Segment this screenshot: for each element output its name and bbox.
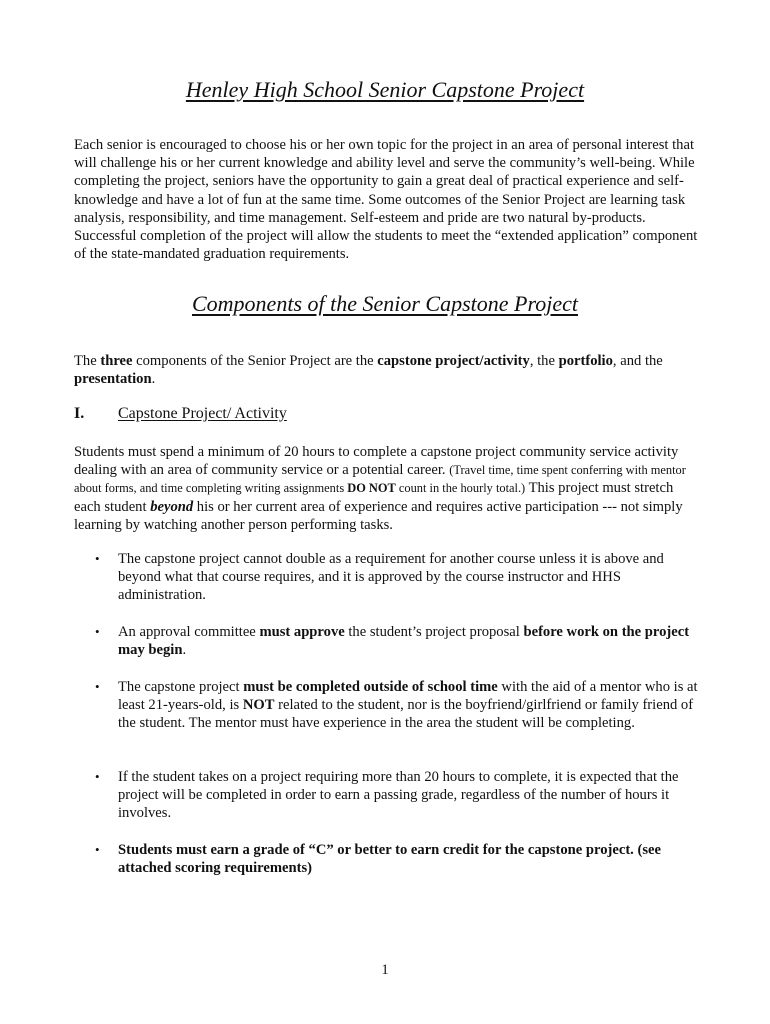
intro-paragraph: Each senior is encouraged to choose his or her own topic for the project in an area of personal interest that will challenge his or her current knowledge and ability level and serve the community’s well-being. While completing the project, seniors have the opportunity to gain a great deal of practical experience and self-knowledge and have a lot of fun at the same time. Some outcomes of the Senior Project are learning task analysis, responsibility, and time management. Self-esteem and pride are two natural by-products. Successful completion of the project will allow the students to meet the “extended application” component of the state-mandated graduation requirements. bbox=[74, 137, 698, 263]
bold-italic-beyond: beyond bbox=[150, 498, 194, 515]
bold-capstone-activity: capstone project/activity bbox=[377, 353, 530, 369]
bullet-icon: • bbox=[95, 624, 100, 639]
bold-portfolio: portfolio bbox=[558, 353, 613, 369]
list-item: • The capstone project cannot double as a requirement for another course unless it is above and beyond what that course requires, and it is approved by the course instructor and HHS administration. bbox=[95, 551, 664, 604]
document-title: Henley High School Senior Capstone Project bbox=[185, 77, 585, 102]
list-item: • The capstone project must be completed outside of school time with the aid of a mentor who is at least 21-years-old, is NOT related to the student, nor is the boyfriend/girlfriend or family friend of the student. The mentor must have experience in the area the student will be completing. bbox=[95, 679, 698, 732]
list-item: • Students must earn a grade of “C” or better to earn credit for the capstone project. (see attached scoring requirements) bbox=[95, 842, 661, 877]
components-intro-paragraph: The three components of the Senior Project are the capstone project/activity, the portfolio, and the presentation. bbox=[74, 353, 663, 388]
components-title: Components of the Senior Capstone Project bbox=[192, 291, 578, 316]
section-number: I. bbox=[74, 405, 85, 422]
bullet-icon: • bbox=[95, 842, 100, 857]
section-title: Capstone Project/ Activity bbox=[118, 405, 287, 422]
bullet-icon: • bbox=[95, 551, 100, 566]
section-heading bbox=[74, 405, 287, 423]
list-item: • An approval committee must approve the student’s project proposal before work on the project may begin. bbox=[95, 624, 690, 659]
bold-presentation: presentation bbox=[74, 371, 152, 388]
bullet-icon: • bbox=[95, 679, 100, 694]
section1-paragraph: Students must spend a minimum of 20 hours to complete a capstone project community service activity dealing with an area of community service or a potential career. (Travel time, time spent conferring with mentor about forms, and time completing writing assignments DO NOT count in the hourly total.) This project must stretch each student beyond his or her current area of experience and requires active participation --- not simply learning by watching another person performing tasks. bbox=[74, 444, 686, 533]
bold-do-not: DO NOT bbox=[347, 481, 396, 496]
page-number: 1 bbox=[381, 962, 389, 978]
bold-three: three bbox=[100, 353, 133, 369]
list-item: • If the student takes on a project requiring more than 20 hours to complete, it is expected that the project will be completed in order to earn a passing grade, regardless of the number of hours it involves. bbox=[95, 769, 679, 822]
bullet-icon: • bbox=[95, 769, 100, 784]
